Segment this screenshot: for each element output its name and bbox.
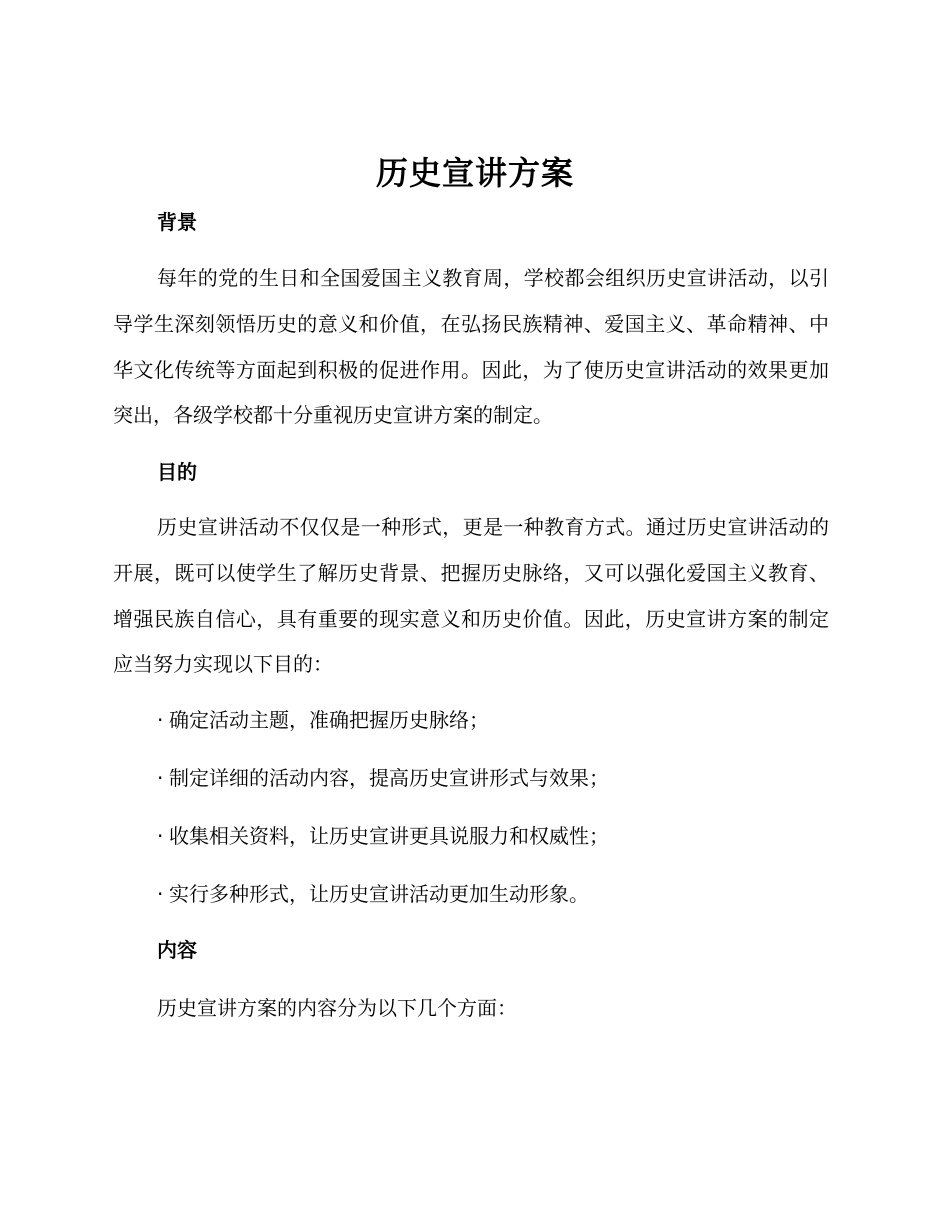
section-heading-purpose: 目的 [157,460,197,484]
content-intro: 历史宣讲方案的内容分为以下几个方面： [157,996,517,1020]
bullet-text: 确定活动主题，准确把握历史脉络； [169,708,489,732]
bullet-text: 制定详细的活动内容，提高历史宣讲形式与效果； [169,766,609,790]
bullet-marker: · [157,766,164,790]
background-paragraph: 每年的党的生日和全国爱国主义教育周，学校都会组织历史宣讲活动，以引导学生深刻领悟历史的意义和价值，在弘扬民族精神、爱国主义、革命精神、中华文化传统等方面起到积极的促进作用。因此，为了使历史宣讲活动的效果更加突出，各级学校都十分重视历史宣讲方案的制定。 [113,266,829,428]
bullet-text: 收集相关资料，让历史宣讲更具说服力和权威性； [169,824,609,848]
purpose-bullet-item [157,823,609,849]
purpose-bullet-item [157,881,589,907]
section-heading-content: 内容 [157,938,197,962]
bullet-marker: · [157,708,164,732]
purpose-bullet-item [157,765,609,791]
section-heading-background: 背景 [157,210,197,234]
document-title: 历史宣讲方案 [375,154,574,192]
purpose-paragraph: 历史宣讲活动不仅仅是一种形式，更是一种教育方式。通过历史宣讲活动的开展，既可以使学生了解历史背景、把握历史脉络，又可以强化爱国主义教育、增强民族自信心，具有重要的现实意义和历史价值。因此，历史宣讲方案的制定应当努力实现以下目的： [113,515,829,677]
purpose-bullet-item [157,707,489,733]
bullet-text: 实行多种形式，让历史宣讲活动更加生动形象。 [169,882,589,906]
bullet-marker: · [157,824,164,848]
bullet-marker: · [157,882,164,906]
